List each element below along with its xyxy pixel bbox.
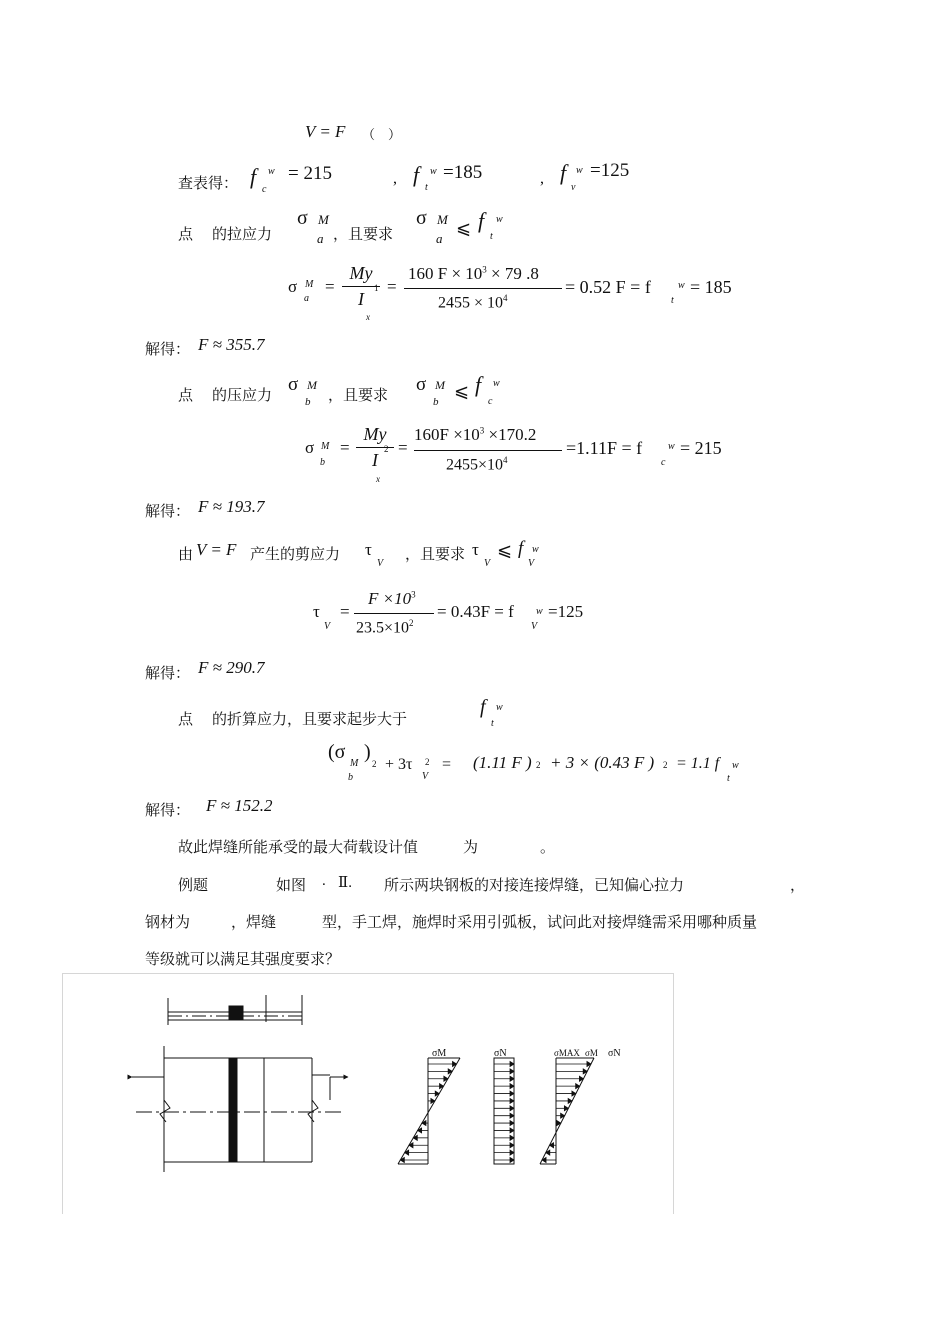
shear-f: f [518,538,524,559]
eq3-den: 23.5×10 [356,619,410,637]
eq4-sub: b [348,772,353,783]
point-a-req: ，且要求 [333,225,394,243]
stress-arrow-head [510,1143,514,1148]
sol2-val: F ≈ 193.7 [198,497,265,516]
label-sigma-max: σMAX [554,1048,580,1058]
eq3-result: = 0.43F = f [437,602,514,621]
point-b-lead: 点 [178,386,194,404]
point-b-text: 的压应力 [212,386,273,404]
eq2-res-sup: w [668,441,675,452]
eq2-eq: = [340,438,350,457]
eq3-sub: V [324,621,331,632]
eq4-eq: = [442,756,452,773]
label-sigma-m2: σM [585,1048,598,1058]
eq3-res-val: =125 [548,602,584,621]
shear-le: ⩽ [497,540,513,560]
eq2-num2: 160F ×10 [414,425,480,444]
eq4-rparen: ) [364,741,371,763]
eq2-res-val: = 215 [680,438,722,458]
eq3-den-exp: 2 [409,618,414,628]
lookup-fv-sym: f [560,160,567,185]
stress-arrow-head [510,1150,514,1155]
stress-arrow-head [510,1113,514,1118]
shear-w: w [532,544,539,555]
eq1-res-sup: w [678,280,685,291]
lookup-fv-sub: v [571,182,576,193]
eq2-frac1-den: I [372,450,378,470]
eq1-frac1-num: My [342,263,380,287]
eq3-res-sup: w [536,606,543,617]
sol4-val: F ≈ 152.2 [206,796,273,815]
eq3-res-sub: V [531,621,538,632]
lookup-comma-1: , [393,170,397,187]
eq1-sigma: σ [288,277,298,296]
eq2-num2-exp: 3 [479,425,485,436]
point-b-M: M [307,378,317,392]
example-dot: . [322,873,326,889]
eq1-res-sub: t [671,295,674,306]
lookup-fc-sub: c [262,184,267,195]
eq2-frac1-den-sub: x [376,474,380,484]
sol2-label: 解得： [145,502,191,520]
conclusion-wei: 为 [463,838,479,856]
shear-tau: τ [365,540,372,559]
stress-diagram-bending [398,1058,460,1164]
point-c-lead: 点 [178,710,194,728]
label-sigma-m: σM [432,1048,447,1059]
eq4-mid2: + 3 × (0.43 F ) [550,753,655,772]
eq2-den2: 2455×10 [446,456,504,474]
example-line2c: 型，手工焊，施焊时采用引弧板，试问此对接焊缝需采用哪种质量 [322,913,758,931]
point-a-text: 的拉应力 [212,225,273,243]
stress-arrow-head [510,1069,514,1074]
eq4-tsq: 2 [425,757,430,767]
point-a-a2: a [436,231,443,246]
eq4-res-sub: t [727,773,730,784]
eq3-tau: τ [313,602,320,621]
lookup-fv-val: =125 [590,160,630,181]
sol1-val: F ≈ 355.7 [198,335,265,354]
eq1-den2: 2455 × 10 [438,294,504,312]
stress-diagram-axial [494,1058,514,1164]
lookup-ft-val: =185 [443,162,483,183]
example-line2a: 钢材为 [145,913,191,931]
shear-vf: V = F [196,540,237,559]
eq1-sup: M [305,279,314,290]
stress-arrow-head [510,1106,514,1111]
eq4-sup: M [350,758,359,769]
shear-req: ，且要求 [405,545,466,563]
stress-arrow-head [510,1121,514,1126]
point-a-lead: 点 [178,225,194,243]
eq1-eq: = [325,277,335,296]
eq4-res-sup: w [732,760,739,771]
point-a-M2: M [437,212,448,227]
point-c-text: 的折算应力，且要求起步大于 [212,710,408,728]
sol4-label: 解得： [145,801,191,819]
shear-V3: V [528,558,535,569]
lookup-ft-sym: f [413,162,420,187]
point-b-c: c [488,396,493,407]
stress-arrow-head [510,1098,514,1103]
point-b-sigma2: σ [416,374,427,395]
lookup-fc-sup: w [268,166,275,177]
eq1-frac1-sub: 1 [374,283,379,293]
sol3-label: 解得： [145,664,191,682]
point-a-sigma: σ [297,207,308,229]
lookup-fv-sup: w [576,165,583,176]
example-fig: 如图 [276,876,307,894]
point-b-b2: b [433,396,439,408]
eq3-num-exp: 3 [411,589,416,600]
stress-diagram-combined [540,1058,594,1164]
eq-v-equals-f: V = F [305,122,346,141]
point-a-le: ⩽ [456,218,472,238]
eq4-result: = 1.1 f [676,755,720,772]
shear-text: 产生的剪应力 [250,545,341,563]
example-label: 例题 [178,876,209,894]
point-b-le: ⩽ [454,381,470,401]
lookup-ft-sup: w [430,166,437,177]
example-text1: 所示两块钢板的对接连接焊缝，已知偏心拉力 [384,876,685,894]
plate-plan-view [132,1046,348,1172]
lookup-comma-2: , [540,170,544,187]
eq4-tsub: V [422,771,429,782]
eq3-num: F ×10 [368,589,412,608]
eq2-frac1-num: My [356,424,394,448]
point-b-M2: M [435,378,445,392]
label-sigma-n2: σN [608,1048,621,1059]
conclusion-end: 。 [540,838,556,856]
point-c-f: f [480,696,486,718]
eq1-num2: 160 F × 10 [408,264,483,283]
shear-V: V [377,558,384,569]
eq1-frac1-den-sub: x [366,312,370,322]
eq2-eq2: = [398,438,408,457]
lookup-label: 查表得： [178,174,239,192]
lookup-ft-sub: t [425,182,428,193]
conclusion-text: 故此焊缝所能承受的最大荷载设计值 [178,838,419,856]
point-b-sigma: σ [288,374,299,395]
example-line2b: ，焊缝 [231,913,277,931]
stress-arrow-head [510,1084,514,1089]
eq4-plus: + 3τ [385,756,413,773]
eq1-res-val: = 185 [690,277,732,297]
point-a-sigma2: σ [416,207,427,229]
eq4-mid-sq: 2 [536,760,541,770]
eq2-result: =1.11F = f [566,438,643,458]
stress-arrow-head [510,1158,514,1163]
point-b-f: f [475,372,482,397]
eq2-num2-tail: ×170.2 [484,425,537,444]
point-c-t: t [491,718,494,729]
point-a-w: w [496,214,503,225]
eq4-mid1: (1.11 F ) [473,753,532,772]
lookup-fc-val: = 215 [288,163,332,184]
eq4-mid2-sq: 2 [663,760,668,770]
eq1-num2-tail: × 79 .8 [486,264,539,283]
shear-tau2: τ [472,540,479,559]
axial-arrows [494,1062,514,1163]
plate-section-view [168,995,302,1025]
shear-V2: V [484,558,491,569]
lookup-fc-sym: f [250,164,257,189]
eq1-frac1-den: I [358,289,364,309]
point-a-f: f [478,208,485,233]
eq2-sub: b [320,457,325,468]
label-sigma-n: σN [494,1048,507,1059]
eq3-eq: = [340,602,350,621]
eq2-sigma: σ [305,438,315,457]
example-roman: Ⅱ. [338,875,352,891]
eq2-sup: M [321,441,330,452]
eq2-frac1-sub: 2 [384,444,389,454]
stress-arrow-head [510,1128,514,1133]
example-comma: ， [790,876,806,894]
eq1-num2-exp: 3 [482,264,487,275]
point-b-b: b [305,396,311,408]
point-b-req: ，且要求 [328,386,389,404]
example-line3: 等级就可以满足其强度要求？ [145,950,341,968]
eq2-res-sub: c [661,457,666,468]
eq4-sq: 2 [372,759,377,769]
sol1-label: 解得： [145,340,191,358]
eq-v-paren: （ ） [362,128,402,143]
stress-arrow-head [510,1076,514,1081]
eq1-result: = 0.52 F = f [565,277,651,297]
stress-arrow-head [510,1062,514,1067]
point-b-w: w [493,378,500,389]
sol3-val: F ≈ 290.7 [198,658,265,677]
point-a-M: M [318,212,329,227]
shear-lead: 由 [178,545,194,563]
eq2-den2-exp: 4 [503,455,508,465]
stress-arrow-head [510,1135,514,1140]
point-a-a: a [317,231,324,246]
eq1-sub: a [304,293,309,304]
eq1-den2-exp: 4 [503,293,508,303]
eq4-lhs: (σ [328,741,346,763]
point-c-w: w [496,702,503,713]
eq1-eq2: = [387,277,397,296]
stress-arrow-head [510,1091,514,1096]
point-a-t: t [490,231,493,242]
